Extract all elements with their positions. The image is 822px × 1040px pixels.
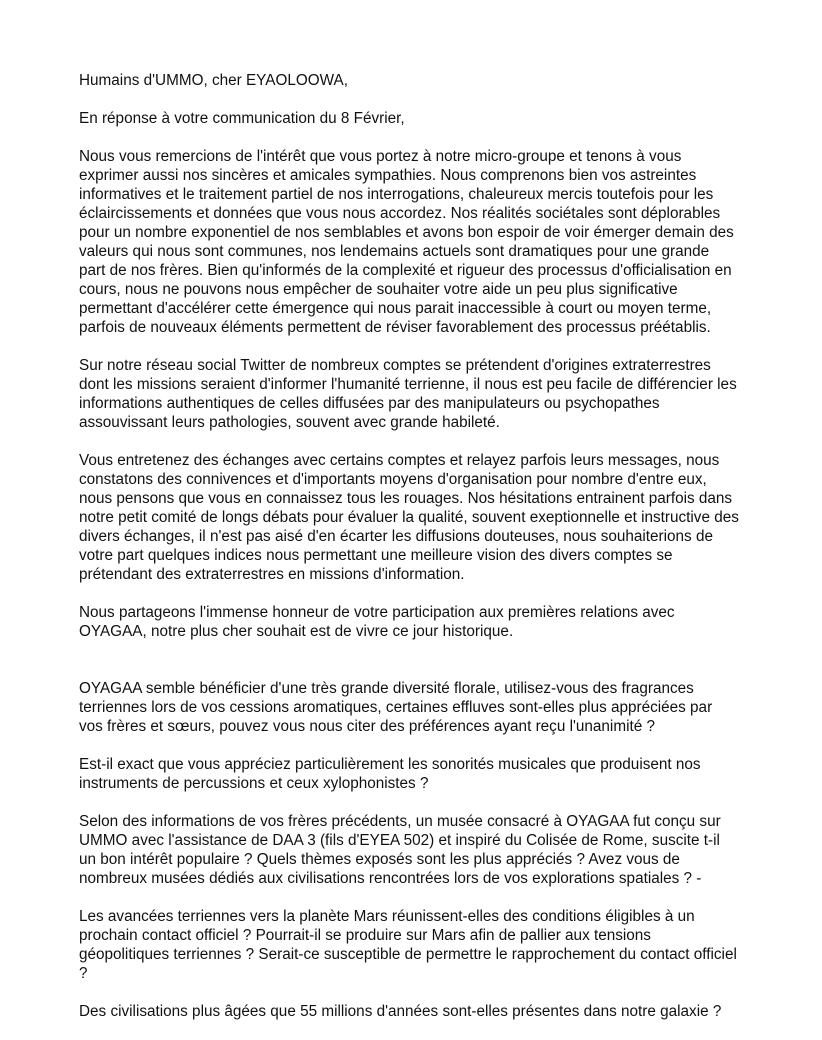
letter-paragraph: Vous entretenez des échanges avec certains comptes et relayez parfois leurs messages, nous constatons des connivences et d'importants moyens d'organisation pour nombre d'entre eux, nous pensons que vous en connaissez tous les rouages. Nos hésitations entrainent parfois dans notre petit comité de longs débats pour évaluer la qualité, souvent exeptionnelle et instructive des divers échanges, il n'est pas aisé d'en écarter les diffusions douteuses, nous souhaiterions de votre part quelques indices nous permettant une meilleure vision des divers comptes se prétendant des extraterrestres en missions d'information. <box>79 452 739 583</box>
letter-question: Les avancées terriennes vers la planète Mars réunissent-elles des conditions éligibles à un prochain contact officiel ? Pourrait-il se produire sur Mars afin de pallier aux tensions géopolitiques terriennes ? Serait-ce susceptible de permettre le rapprochement du contact officiel ? <box>79 908 737 982</box>
letter-reference: En réponse à votre communication du 8 Février, <box>79 110 405 127</box>
letter-question: OYAGAA semble bénéficier d'une très grande diversité florale, utilisez-vous des fragrances terriennes lors de vos cessions aromatiques, certaines effluves sont-elles plus appréciées par vos frères et sœurs, pouvez vous nous citer des préférences ayant reçu l'unanimité ? <box>79 680 713 735</box>
letter-question: Est-il exact que vous appréciez particulièrement les sonorités musicales que produisent nos instruments de percussions et ceux xylophonistes ? <box>79 756 701 792</box>
letter-question: Selon des informations de vos frères précédents, un musée consacré à OYAGAA fut conçu sur UMMO avec l'assistance de DAA 3 (fils d'EYEA 502) et inspiré du Colisée de Rome, suscite t-il un bon intérêt populaire ? Quels thèmes exposés sont les plus appréciés ? Avez vous de nombreux musées dédiés aux civilisations rencontrées lors de vos explorations spatiales ? - <box>79 813 721 887</box>
letter-paragraph: Nous vous remercions de l'intérêt que vous portez à notre micro-groupe et tenons à vous exprimer aussi nos sincères et amicales sympathies. Nous comprenons bien vos astreintes informatives et le traitement partiel de nos interrogations, chaleureux mercis toutefois pour les éclaircissements et données que vous nous accordez. Nos réalités sociétales sont déplorables pour un nombre exponentiel de nos semblables et avons bon espoir de voir émerger demain des valeurs qui nous sont communes, nos lendemains actuels sont dramatiques pour une grande part de nos frères. Bien qu'informés de la complexité et rigueur des processus d'officialisation en cours, nous ne pouvons nous empêcher de souhaiter votre aide un peu plus significative permettant d'accélérer cette émergence qui nous parait inaccessible à court ou moyen terme, parfois de nouveaux éléments permettent de réviser favorablement des processus préétablis. <box>79 148 734 336</box>
letter-greeting: Humains d'UMMO, cher EYAOLOOWA, <box>79 72 348 89</box>
letter-document <box>79 71 739 1040</box>
letter-question: Des civilisations plus âgées que 55 millions d'années sont-elles présentes dans notre galaxie ? <box>79 1003 722 1020</box>
letter-paragraph: Nous partageons l'immense honneur de votre participation aux premières relations avec OYAGAA, notre plus cher souhait est de vivre ce jour historique. <box>79 604 675 640</box>
letter-paragraph: Sur notre réseau social Twitter de nombreux comptes se prétendent d'origines extraterrestres dont les missions seraient d'informer l'humanité terrienne, il nous est peu facile de différencier les informations authentiques de celles diffusées par des manipulateurs ou psychopathes assouvissant leurs pathologies, souvent avec grande habileté. <box>79 357 737 431</box>
